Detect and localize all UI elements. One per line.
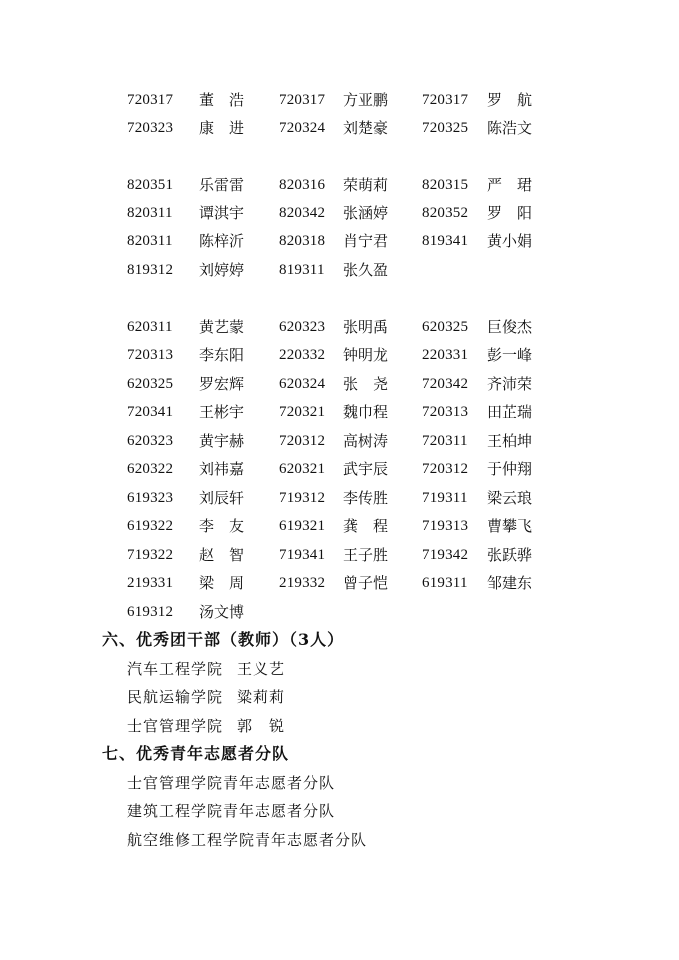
class-id: 620321 — [279, 461, 326, 477]
class-id: 720341 — [127, 404, 174, 420]
list-row — [0, 401, 679, 423]
student-name: 严 珺 — [487, 176, 533, 194]
student-name: 刘楚豪 — [343, 119, 389, 137]
class-id: 219332 — [279, 575, 326, 591]
list-row — [0, 174, 679, 196]
student-name: 张 尧 — [343, 375, 389, 393]
class-id: 620325 — [127, 376, 174, 392]
class-id: 720325 — [422, 120, 469, 136]
class-id: 820311 — [127, 233, 173, 249]
list-row — [0, 344, 679, 366]
list-row — [0, 117, 679, 139]
class-id: 720342 — [422, 376, 469, 392]
list-row — [0, 487, 679, 509]
class-id: 719342 — [422, 547, 469, 563]
list-item — [127, 715, 285, 737]
section-heading: 六、优秀团干部（教师）（3人） — [102, 630, 345, 649]
student-name: 黄宇赫 — [199, 432, 245, 450]
student-name: 张涵婷 — [343, 204, 389, 222]
student-name: 高树涛 — [343, 432, 389, 450]
student-name: 赵 智 — [199, 546, 245, 564]
student-name: 王彬宇 — [199, 403, 245, 421]
class-id: 820316 — [279, 177, 326, 193]
class-id: 719322 — [127, 547, 174, 563]
student-name: 梁 周 — [199, 574, 245, 592]
class-id: 219331 — [127, 575, 174, 591]
student-name: 肖宁君 — [343, 232, 389, 250]
student-name: 曹攀飞 — [487, 517, 533, 535]
class-id: 719312 — [279, 490, 326, 506]
student-name: 于仲翔 — [487, 460, 533, 478]
class-id: 619322 — [127, 518, 174, 534]
student-name: 谭淇宇 — [199, 204, 245, 222]
student-name: 李东阳 — [199, 346, 245, 364]
list-row — [0, 601, 679, 623]
list-row — [0, 572, 679, 594]
student-name: 罗 航 — [487, 91, 533, 109]
student-name: 张明禹 — [343, 318, 389, 336]
student-name: 张久盈 — [343, 261, 389, 279]
student-name: 田芷瑞 — [487, 403, 533, 421]
student-name: 刘祎嘉 — [199, 460, 245, 478]
list-item — [127, 686, 285, 708]
class-id: 719341 — [279, 547, 326, 563]
student-name: 巨俊杰 — [487, 318, 533, 336]
class-id: 720312 — [422, 461, 469, 477]
class-id: 719313 — [422, 518, 469, 534]
class-id: 720313 — [422, 404, 469, 420]
teacher-name: 王义艺 — [237, 660, 286, 678]
list-item — [127, 658, 285, 680]
class-id: 620311 — [127, 319, 173, 335]
class-id: 819312 — [127, 262, 174, 278]
class-id: 620325 — [422, 319, 469, 335]
class-id: 619323 — [127, 490, 174, 506]
class-id: 720324 — [279, 120, 326, 136]
college-name: 汽车工程学院 — [127, 660, 224, 678]
class-id: 819311 — [279, 262, 325, 278]
class-id: 820315 — [422, 177, 469, 193]
class-id: 720317 — [422, 92, 469, 108]
class-id: 619312 — [127, 604, 174, 620]
college-name: 民航运输学院 — [127, 688, 224, 706]
student-name: 乐雷雷 — [199, 176, 245, 194]
student-name: 武宇辰 — [343, 460, 389, 478]
class-id: 820318 — [279, 233, 326, 249]
class-id: 620324 — [279, 376, 326, 392]
student-name: 康 进 — [199, 119, 245, 137]
class-id: 620323 — [127, 433, 174, 449]
class-id: 820351 — [127, 177, 174, 193]
student-name: 邹建东 — [487, 574, 533, 592]
list-item: 士官管理学院青年志愿者分队 — [127, 774, 336, 792]
list-row — [0, 202, 679, 224]
teacher-name: 郭 锐 — [237, 717, 286, 735]
student-name: 齐沛荣 — [487, 375, 533, 393]
section-heading: 七、优秀青年志愿者分队 — [102, 744, 290, 763]
class-id: 820352 — [422, 205, 469, 221]
class-id: 820311 — [127, 205, 173, 221]
list-row — [0, 316, 679, 338]
student-name: 曾子恺 — [343, 574, 389, 592]
list-row — [0, 544, 679, 566]
list-row — [0, 89, 679, 111]
class-id: 819341 — [422, 233, 469, 249]
class-id: 720323 — [127, 120, 174, 136]
student-name: 李传胜 — [343, 489, 389, 507]
student-name: 黄艺蒙 — [199, 318, 245, 336]
class-id: 220331 — [422, 347, 469, 363]
class-id: 720321 — [279, 404, 326, 420]
student-name: 董 浩 — [199, 91, 245, 109]
class-id: 620322 — [127, 461, 174, 477]
class-id: 220332 — [279, 347, 326, 363]
list-row — [0, 430, 679, 452]
student-name: 张跃骅 — [487, 546, 533, 564]
student-name: 梁云琅 — [487, 489, 533, 507]
student-name: 罗宏辉 — [199, 375, 245, 393]
student-name: 刘婷婷 — [199, 261, 245, 279]
list-row — [0, 230, 679, 252]
student-name: 龚 程 — [343, 517, 389, 535]
college-name: 士官管理学院 — [127, 717, 224, 735]
class-id: 620323 — [279, 319, 326, 335]
student-name: 陈梓沂 — [199, 232, 245, 250]
student-name: 王子胜 — [343, 546, 389, 564]
student-name: 罗 阳 — [487, 204, 533, 222]
class-id: 619311 — [422, 575, 468, 591]
class-id: 820342 — [279, 205, 326, 221]
list-row — [0, 458, 679, 480]
student-name: 钟明龙 — [343, 346, 389, 364]
list-item: 航空维修工程学院青年志愿者分队 — [127, 831, 368, 849]
class-id: 720312 — [279, 433, 326, 449]
student-name: 荣萌莉 — [343, 176, 389, 194]
class-id: 619321 — [279, 518, 326, 534]
student-name: 王柏坤 — [487, 432, 533, 450]
student-name: 彭一峰 — [487, 346, 533, 364]
student-name: 方亚鹏 — [343, 91, 389, 109]
student-name: 陈浩文 — [487, 119, 533, 137]
student-name: 黄小娟 — [487, 232, 533, 250]
class-id: 720311 — [422, 433, 468, 449]
list-row — [0, 373, 679, 395]
teacher-name: 粱莉莉 — [237, 688, 286, 706]
list-item: 建筑工程学院青年志愿者分队 — [127, 802, 336, 820]
list-row — [0, 515, 679, 537]
class-id: 720317 — [279, 92, 326, 108]
student-name: 汤文博 — [199, 603, 245, 621]
student-name: 李 友 — [199, 517, 245, 535]
student-name: 魏巾程 — [343, 403, 389, 421]
class-id: 719311 — [422, 490, 468, 506]
class-id: 720317 — [127, 92, 174, 108]
student-name: 刘辰轩 — [199, 489, 245, 507]
class-id: 720313 — [127, 347, 174, 363]
list-row — [0, 259, 679, 281]
